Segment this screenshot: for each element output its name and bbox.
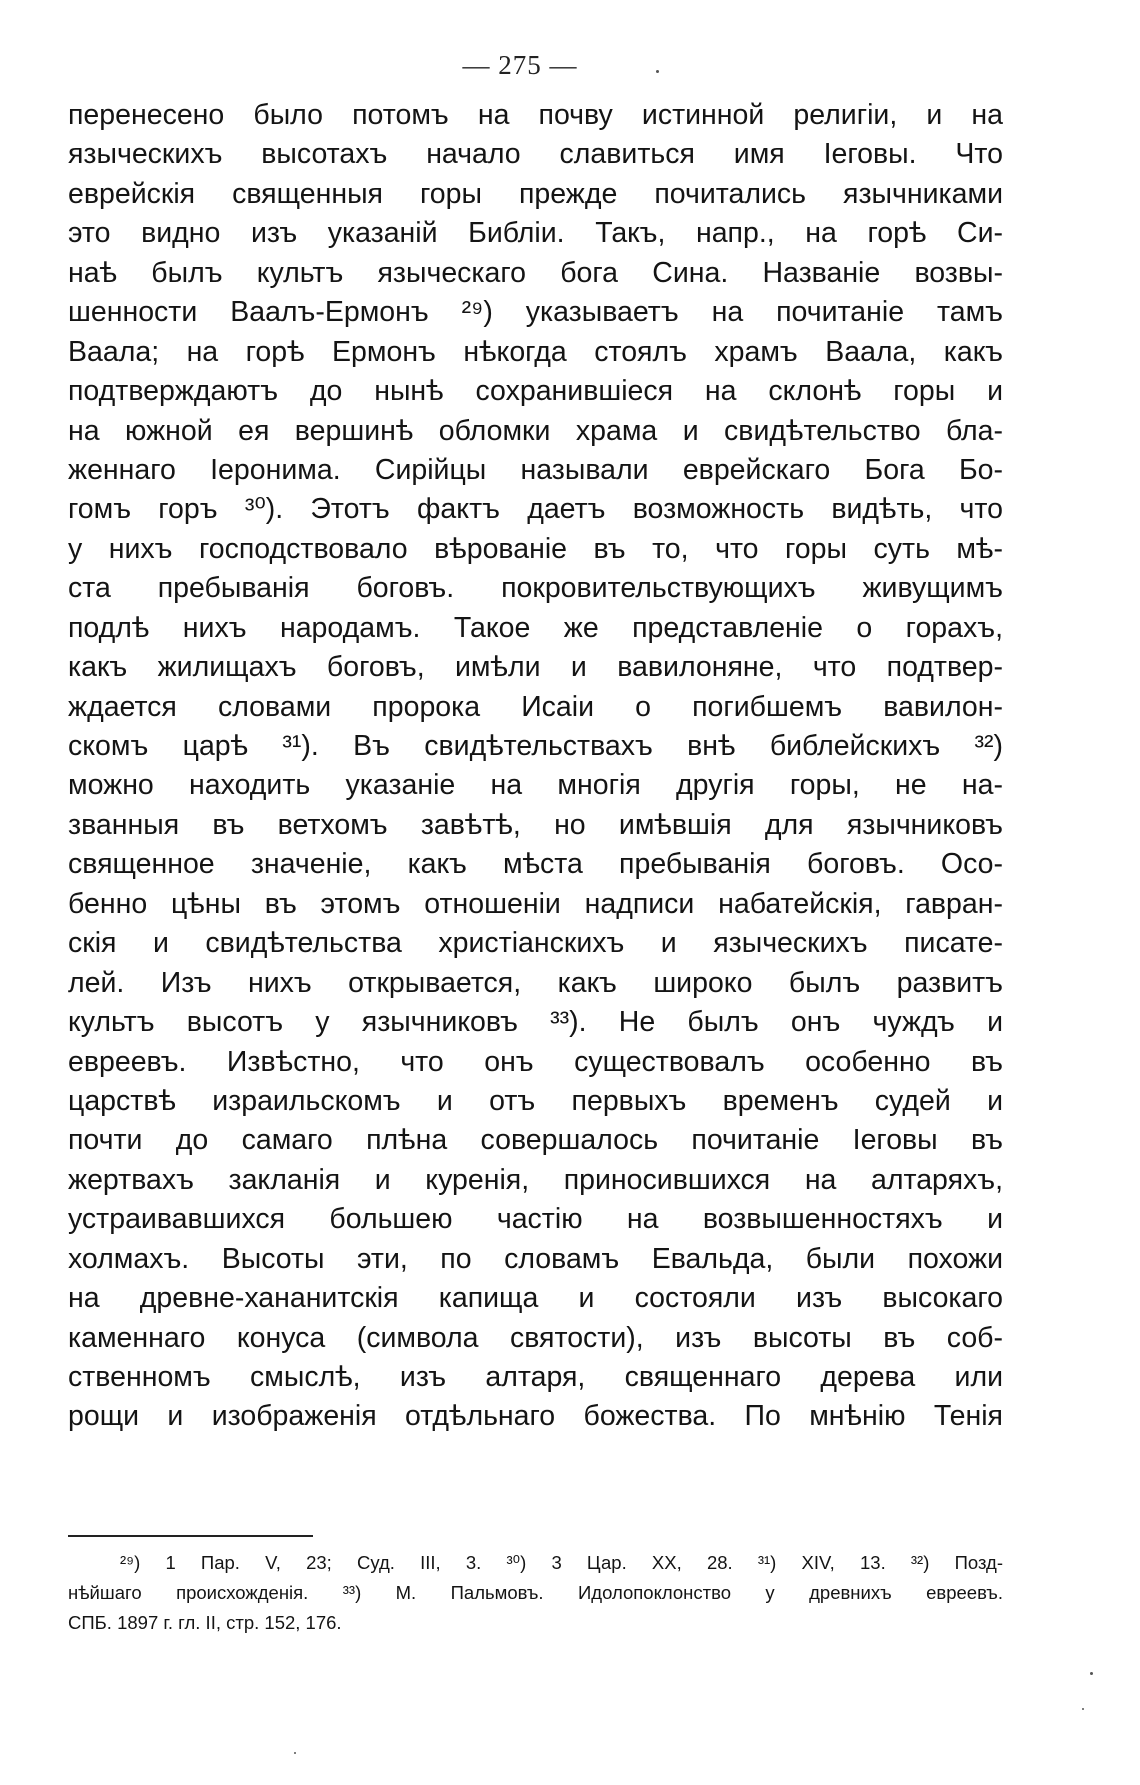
body-line: ственномъ смыслѣ, изъ алтаря, священнаго дерева или <box>68 1361 1003 1393</box>
body-line: лей. Изъ нихъ открывается, какъ широко былъ развитъ <box>68 966 1003 999</box>
body-line: жертвахъ закланія и куренія, приносившихся на алтаряхъ, <box>68 1163 1003 1196</box>
body-line: подлѣ нихъ народамъ. Такое же представленіе о горахъ, <box>68 611 1003 644</box>
body-line: шенности Ваалъ-Ермонъ ²⁹) указываетъ на почитаніе тамъ <box>68 296 1003 329</box>
page-number: — 275 — <box>462 50 578 80</box>
body-line: званныя въ ветхомъ завѣтѣ, но имѣвшія для язычниковъ <box>68 808 1003 841</box>
body-line: подтверждаютъ до нынѣ сохранившіеся на склонѣ горы и <box>68 375 1003 408</box>
body-line: почти до самаго плѣна совершалось почитаніе Іеговы въ <box>68 1124 1003 1157</box>
footnotes <box>68 1548 1003 1638</box>
body-line: ждается словами пророка Исаіи о погибшемъ вавилон- <box>68 690 1003 723</box>
footnote-separator <box>68 1535 313 1537</box>
body-line: наѣ былъ культъ языческаго бога Сина. Названіе возвы- <box>68 256 1003 289</box>
footnote-line: нѣйшаго происхожденія. ³³) М. Пальмовъ. Идолопоклонство у древнихъ евреевъ. <box>68 1582 1003 1603</box>
body-line: евреевъ. Извѣстно, что онъ существовалъ особенно въ <box>68 1045 1003 1078</box>
body-line: скія и свидѣтельства христіанскихъ и языческихъ писате- <box>68 927 1003 960</box>
scan-speck <box>294 1752 296 1754</box>
body-line: на древне-хананитскія капища и состояли изъ высокаго <box>68 1282 1003 1315</box>
body-line: это видно изъ указаній Библіи. Такъ, напр., на горѣ Си- <box>68 217 1003 250</box>
body-line: Ваала; на горѣ Ермонъ нѣкогда стоялъ храмъ Ваала, какъ <box>68 335 1003 368</box>
body-line: можно находить указаніе на многія другія горы, не на- <box>68 769 1003 802</box>
body-line: скомъ царѣ ³¹). Въ свидѣтельствахъ внѣ библейскихъ ³²) <box>68 730 1003 762</box>
body-line: царствѣ израильскомъ и отъ первыхъ временъ судей и <box>68 1084 1003 1117</box>
body-line: устраивавшихся большею частію на возвышенностяхъ и <box>68 1203 1003 1236</box>
footnote-line: СПБ. 1897 г. гл. II, стр. 152, 176. <box>68 1612 342 1633</box>
body-line: гомъ горъ ³⁰). Этотъ фактъ даетъ возможность видѣть, что <box>68 493 1003 526</box>
body-line: женнаго Іеронима. Сирійцы называли еврейскаго Бога Бо- <box>68 453 1003 486</box>
body-line: на южной ея вершинѣ обломки храма и свидѣтельство бла- <box>68 414 1003 447</box>
body-line: у нихъ господствовало вѣрованіе въ то, что горы суть мѣ- <box>68 532 1003 565</box>
body-text <box>68 96 1003 1437</box>
scan-speck <box>656 70 659 73</box>
body-line: ста пребыванія боговъ. покровительствующихъ живущимъ <box>68 572 1003 605</box>
footnote-line: ²⁹) 1 Пар. V, 23; Суд. III, 3. ³⁰) 3 Цар. XX, 28. ³¹) XIV, 13. ³²) Позд- <box>120 1552 1003 1573</box>
body-line: бенно цѣны въ этомъ отношеніи надписи набатейскія, гавран- <box>68 887 1003 920</box>
body-line: языческихъ высотахъ начало славиться имя Іеговы. Что <box>68 138 1003 171</box>
scan-speck <box>1090 1672 1093 1675</box>
body-line: каменнаго конуса (символа святости), изъ высоты въ соб- <box>68 1321 1003 1354</box>
body-line: культъ высотъ у язычниковъ ³³). Не былъ онъ чуждъ и <box>68 1006 1003 1039</box>
body-line: холмахъ. Высоты эти, по словамъ Евальда, были похожи <box>68 1242 1003 1275</box>
body-line: какъ жилищахъ боговъ, имѣли и вавилоняне, что подтвер- <box>68 651 1003 684</box>
body-line: перенесено было потомъ на почву истинной религіи, и на <box>68 99 1003 131</box>
body-line: священное значеніе, какъ мѣста пребыванія боговъ. Осо- <box>68 848 1003 881</box>
scan-speck <box>1082 1708 1084 1710</box>
body-line: еврейскія священныя горы прежде почитались язычниками <box>68 177 1003 210</box>
body-line: рощи и изображенія отдѣльнаго божества. По мнѣнію Тенія <box>68 1400 1003 1433</box>
